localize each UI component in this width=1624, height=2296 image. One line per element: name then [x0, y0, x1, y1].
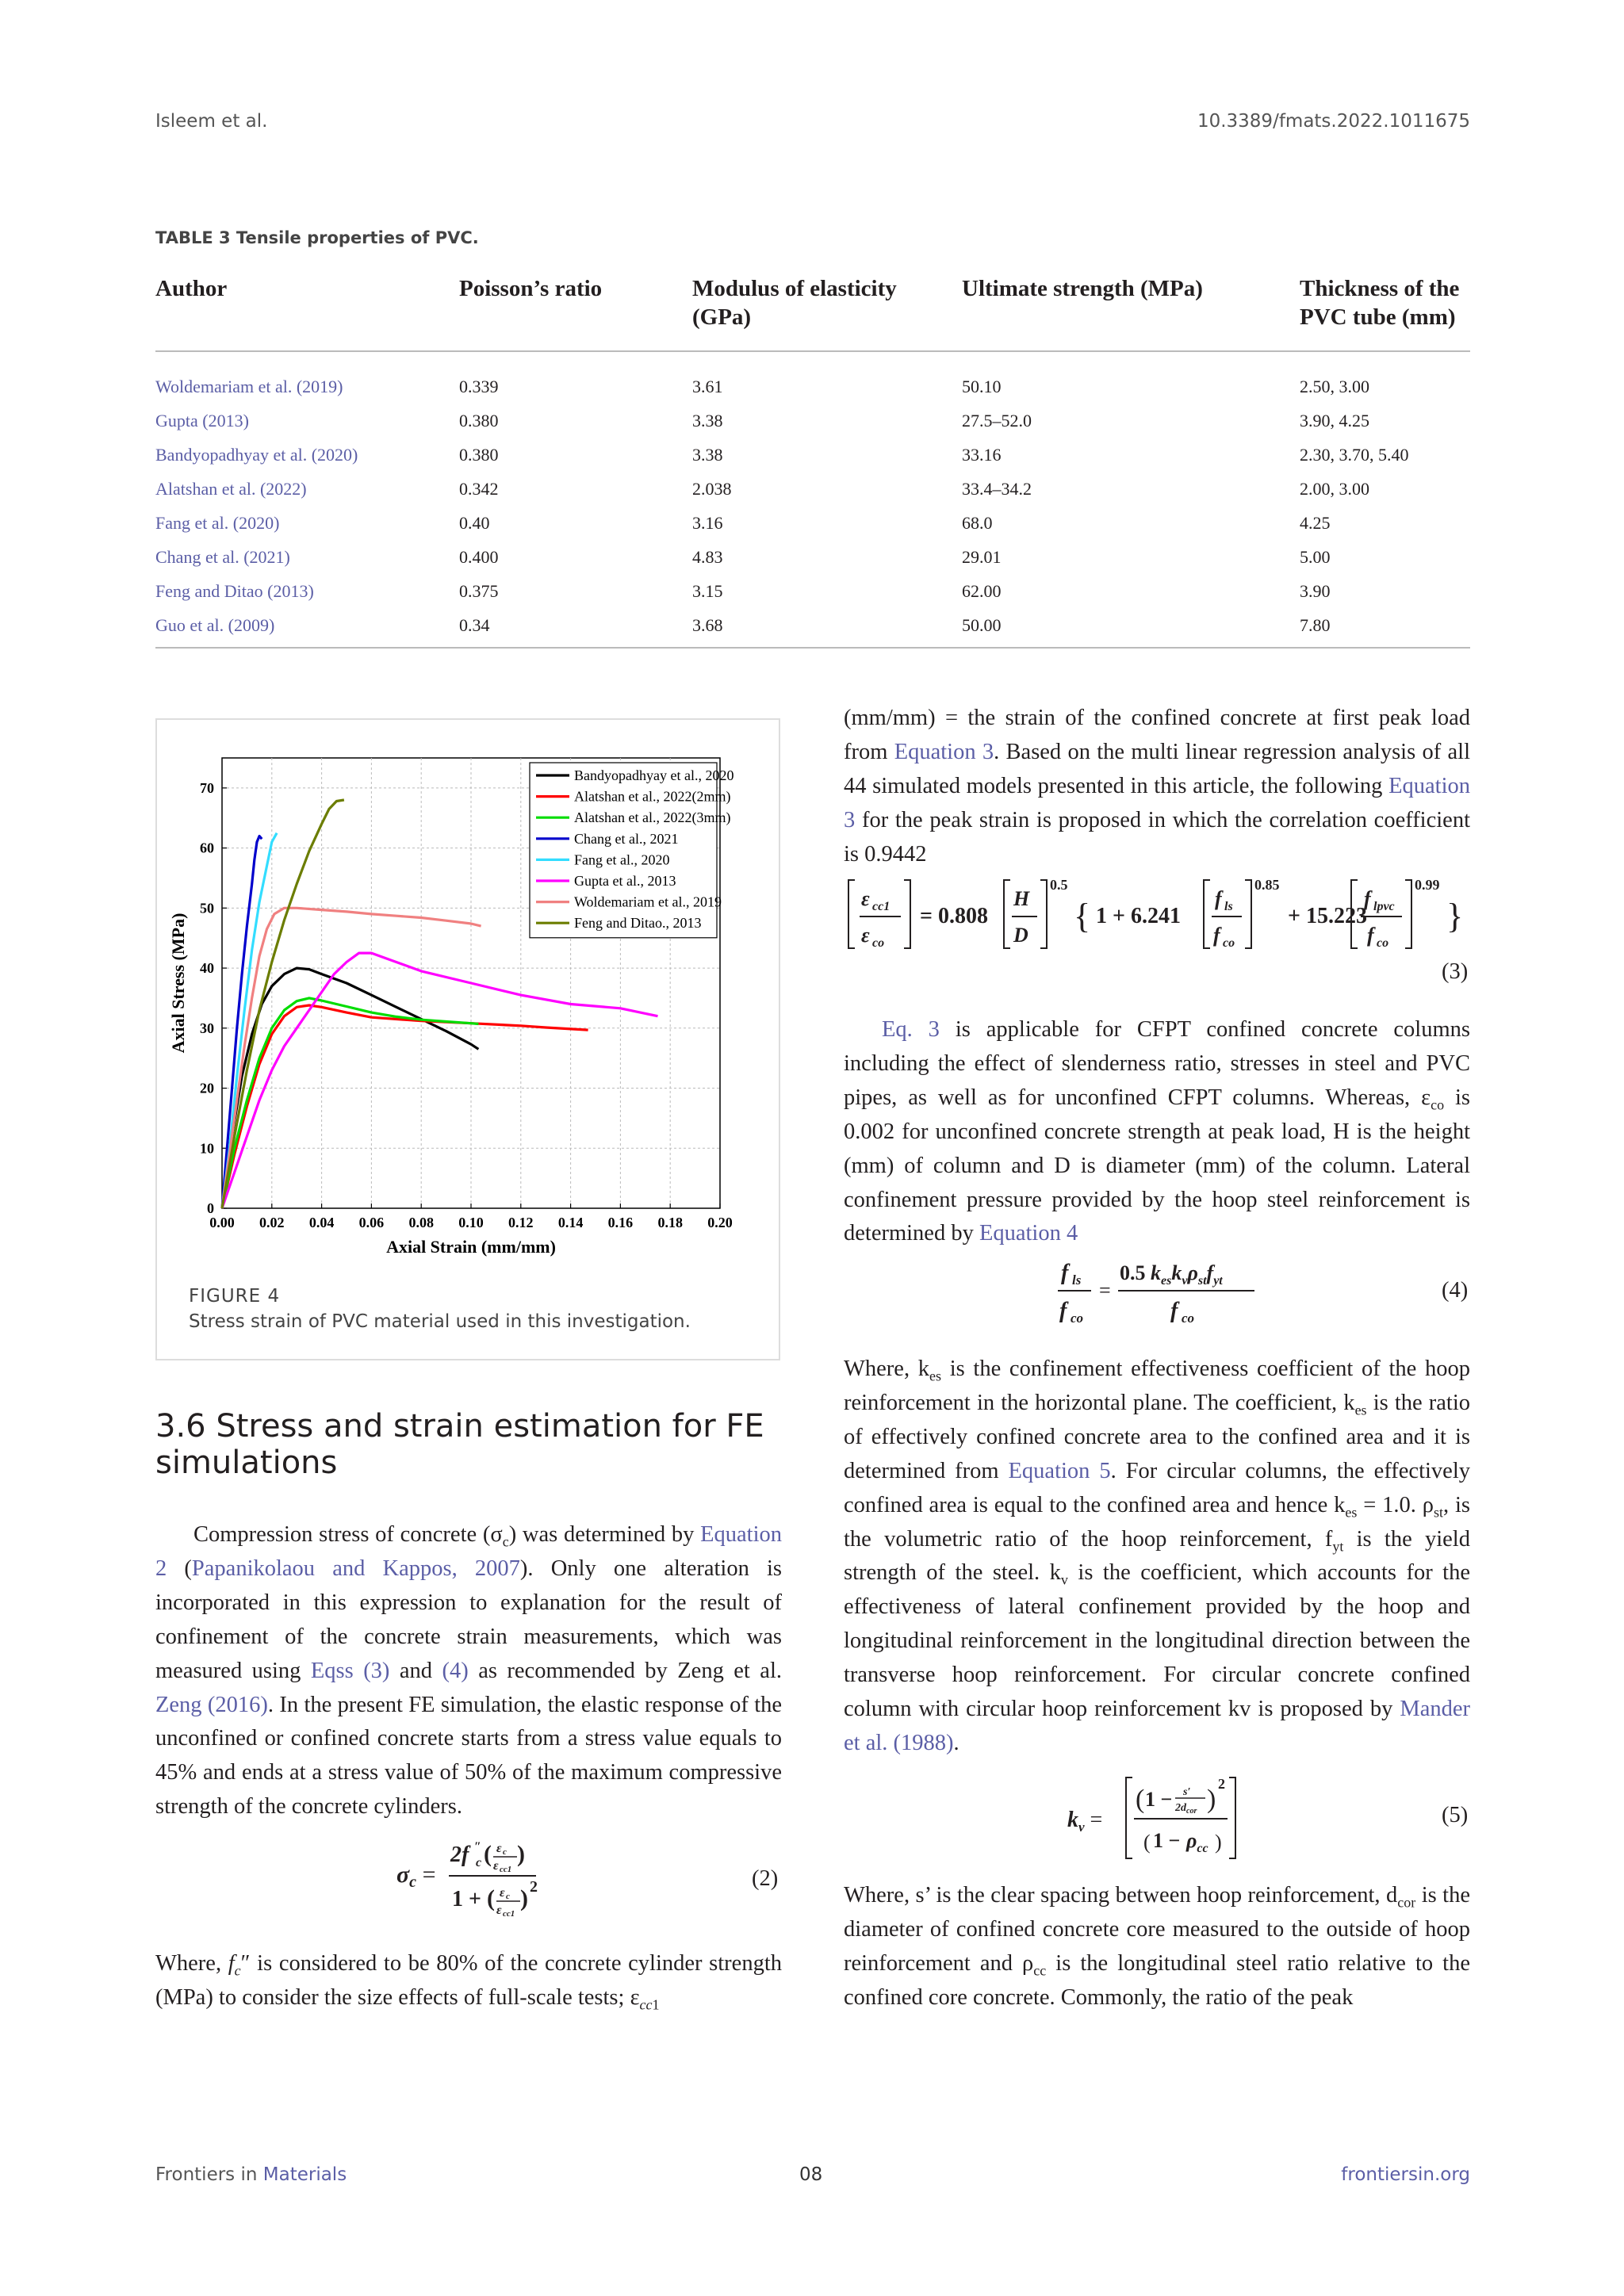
svg-text:1 −: 1 − [1153, 1829, 1181, 1852]
figure-caption: Stress strain of PVC material used in this investigation. [189, 1311, 691, 1332]
svg-text:co: co [1182, 1311, 1195, 1326]
svg-text:0.5 keskvρstfyt: 0.5 $k_{es}k_v\rho_{st}f_{yt}$ [1120, 1261, 1223, 1288]
svg-text:co: co [1071, 1311, 1084, 1326]
table-cell: 29.01 [962, 546, 1002, 567]
svg-text:1 +: 1 + [452, 1887, 481, 1911]
svg-text:s′: s′ [1183, 1786, 1191, 1798]
author-citation-link[interactable]: Woldemariam et al. (2019) [155, 376, 343, 396]
table-cell: 0.380 [459, 410, 499, 430]
x-tick-label: 0.18 [657, 1215, 683, 1230]
svg-text:f: f [1059, 1299, 1067, 1323]
svg-text:c: c [476, 1856, 482, 1869]
svg-text:ls: ls [1072, 1272, 1082, 1288]
svg-text:0.99: 0.99 [1415, 877, 1440, 893]
x-tick-label: 0.08 [408, 1215, 434, 1230]
col-header-poisson: Poisson’s ratio [459, 276, 603, 301]
author-citation-link[interactable]: Bandyopadhyay et al. (2020) [155, 444, 358, 465]
col-header-modulus: Modulus of elasticity (GPa) [692, 276, 897, 330]
table-cell: 33.16 [962, 444, 1002, 465]
equation-2-number: (2) [752, 1866, 779, 1891]
table-row [155, 540, 1470, 574]
author-citation-link[interactable]: Guo et al. (2009) [155, 614, 275, 635]
table-cell: 3.90 [1300, 580, 1331, 601]
paragraph-applicability: Eq. 3 is applicable for CFPT confined concrete columns including the effect of slenderness ratio, stresses in steel and PVC pipes, as well as for unconfined CFPT columns. Whereas, $\varepsilon_{co}$ is 0.002 for unconfined concrete strength at peak load, H is the height (mm) of column and D is diameter (mm) of the column. Lateral confinement pressure provided by the hoop steel reinforcement is determined by Equation 4 [844, 1017, 1471, 1246]
legend-entry: Bandyopadhyay et al., 2020 [574, 767, 734, 783]
link-equation-5[interactable]: Equation 5 [1008, 1458, 1111, 1483]
table-cell: 3.38 [692, 444, 723, 465]
x-tick-label: 0.14 [557, 1215, 584, 1230]
table-cell: 62.00 [962, 580, 1002, 601]
svg-text:(: ( [487, 1885, 495, 1911]
x-tick-label: 0.12 [508, 1215, 534, 1230]
legend-entry: Fang et al., 2020 [574, 851, 670, 868]
svg-text:cc1: cc1 [872, 900, 891, 913]
svg-text:0.5: 0.5 [1050, 877, 1068, 893]
y-tick-label: 60 [200, 840, 214, 856]
svg-text:″: ″ [474, 1840, 481, 1854]
svg-text:): ) [520, 1885, 528, 1911]
table-cell: 3.68 [692, 614, 723, 635]
author-citation-link[interactable]: Alatshan et al. (2022) [155, 478, 307, 499]
equation-5 [1059, 1771, 1266, 1866]
svg-text:(: ( [1136, 1785, 1145, 1814]
svg-text:f: f [1213, 924, 1220, 947]
svg-text:1 + 6.241: 1 + 6.241 [1096, 904, 1181, 928]
svg-text:ε: ε [496, 1842, 502, 1855]
table-cell: 3.16 [692, 512, 723, 533]
table-cell: 5.00 [1300, 546, 1331, 567]
link-eqs-4[interactable]: (4) [442, 1658, 469, 1683]
svg-text:1 −: 1 − [1145, 1788, 1173, 1811]
svg-text:ρcc: $\rho_{cc}$ [1186, 1829, 1208, 1855]
link-eq-3[interactable]: Eq. 3 [882, 1017, 940, 1042]
page-number: 08 [799, 2164, 823, 2185]
x-tick-label: 0.04 [308, 1215, 335, 1230]
svg-text:co: co [872, 936, 885, 950]
table-cell: 2.30, 3.70, 5.40 [1300, 444, 1409, 465]
running-header-doi[interactable]: 10.3389/fmats.2022.1011675 [1197, 111, 1470, 132]
svg-text:ε: ε [496, 1904, 502, 1917]
table-cell: 50.10 [962, 376, 1002, 396]
table-cell: 3.90, 4.25 [1300, 410, 1369, 430]
author-citation-link[interactable]: Fang et al. (2020) [155, 512, 280, 533]
svg-text:c: c [503, 1847, 507, 1857]
stress-strain-chart [165, 721, 772, 1261]
y-tick-label: 0 [207, 1200, 214, 1216]
link-equation-4[interactable]: Equation 4 [979, 1221, 1078, 1246]
svg-text:c: c [506, 1892, 510, 1901]
table-cell: 3.15 [692, 580, 723, 601]
table-cell: 33.4–34.2 [962, 478, 1032, 499]
svg-text:D: D [1013, 924, 1028, 947]
svg-text:2dcor: $2d_{cor}$ [1175, 1802, 1197, 1816]
svg-text:= 0.808: = 0.808 [920, 904, 988, 928]
svg-text:): ) [517, 1841, 525, 1867]
svg-text:ε: ε [493, 1859, 499, 1873]
table-cell: 50.00 [962, 614, 1002, 635]
svg-text:0.85: 0.85 [1254, 877, 1280, 893]
y-tick-label: 50 [200, 900, 214, 916]
legend-entry: Gupta et al., 2013 [574, 873, 676, 889]
table-cell: 0.40 [459, 512, 490, 533]
svg-text:2: 2 [1218, 1776, 1225, 1792]
table-cell: 7.80 [1300, 614, 1331, 635]
svg-text:{: { [1074, 897, 1091, 936]
section-title: 3.6 Stress and strain estimation for FE simulations [155, 1408, 764, 1481]
table-row [155, 608, 1470, 652]
equation-3 [844, 872, 1478, 959]
tensile-properties-table [155, 266, 1470, 652]
link-equation-3-b[interactable]: Equation 3 [844, 773, 1470, 832]
svg-text:f: f [1367, 924, 1374, 947]
table-cell: 0.342 [459, 478, 499, 499]
legend-entry: Alatshan et al., 2022(3mm) [574, 809, 731, 826]
paragraph-confinement-coefficients: Where, $k_{es}$ is the confinement effectiveness coefficient of the hoop reinforcement in the horizontal plane. The coefficient, $k_{es}$ is the ratio of effectively confined concrete area to the confined area and it is determined from Equation 5. For circular columns, the effectively confined area is equal to the confined area and hence $k_{es} = 1.0$. $\rho_{st}$, is the volumetric ratio of the hoop reinforcement, $f_{yt}$ is the yield strength of the steel. $k_v$ is the coefficient, which accounts for the effectiveness of lateral confinement provided by the hoop and longitudinal reinforcement in the longitudinal direction between the transverse hoop reinforcement. For circular concrete confined column with circular hoop reinforcement kv is proposed by Mander et al. (1988). [844, 1357, 1471, 1755]
col-header-ultimate-strength: Ultimate strength (MPa) [962, 276, 1203, 301]
x-tick-label: 0.10 [458, 1215, 484, 1230]
x-axis-label: Axial Strain (mm/mm) [386, 1237, 556, 1257]
table-cell: 0.339 [459, 376, 499, 396]
svg-text:ε: ε [861, 887, 870, 910]
svg-text:cc1: cc1 [500, 1865, 512, 1874]
x-tick-label: 0.00 [209, 1215, 235, 1230]
table-cell: 0.34 [459, 614, 490, 635]
footer-site-link[interactable]: frontiersin.org [1341, 2164, 1470, 2185]
table-bottom-rule [155, 647, 1470, 649]
table-row [155, 472, 1470, 506]
table-row [155, 404, 1470, 438]
svg-text:(: ( [1143, 1831, 1151, 1854]
table-cell: 0.375 [459, 580, 499, 601]
svg-text:f: f [1364, 887, 1371, 910]
svg-text:H: H [1013, 887, 1030, 910]
table-caption: TABLE 3 Tensile properties of PVC. [155, 228, 479, 247]
figure-label: FIGURE 4 [189, 1286, 281, 1307]
author-citation-link[interactable]: Chang et al. (2021) [155, 546, 290, 567]
author-citation-link[interactable]: Gupta (2013) [155, 410, 249, 430]
col-header-thickness: Thickness of the PVC tube (mm) [1300, 276, 1460, 330]
x-tick-label: 0.16 [607, 1215, 634, 1230]
link-mander-1988[interactable]: Mander et al. (1988) [844, 1697, 1470, 1755]
svg-text:cc1: cc1 [503, 1909, 515, 1919]
equation-2 [381, 1823, 555, 1927]
link-equation-2[interactable]: Equation 2 [155, 1522, 782, 1581]
equation-4 [1047, 1249, 1269, 1329]
svg-text:co: co [1223, 936, 1235, 950]
svg-text:+ 15.223: + 15.223 [1288, 904, 1367, 928]
svg-text:f: f [1061, 1261, 1069, 1285]
svg-text:2: 2 [530, 1878, 538, 1896]
svg-text:2f: 2f [450, 1843, 469, 1867]
paragraph-spacing-definition: Where, s’ is the clear spacing between hoop reinforcement, $d_{cor}$ is the diameter of confined concrete core measured to the outside of hoop reinforcement and $\rho_{cc}$ is the longitudinal steel ratio relative to the confined core concrete. Commonly, the ratio of the peak [844, 1883, 1471, 2010]
paragraph-fc-definition: Where, $f_c''$ is considered to be 80% of the concrete cylinder strength (MPa) to consider the size effects of full-scale tests; $\varepsilon_{cc1}$ [155, 1951, 782, 2013]
y-tick-label: 70 [200, 779, 214, 796]
legend-entry: Woldemariam et al., 2019 [574, 894, 722, 910]
table-row [155, 351, 1470, 404]
table-row [155, 574, 1470, 608]
table-cell: 0.380 [459, 444, 499, 465]
table-cell: 4.83 [692, 546, 723, 567]
figure-4 [155, 718, 780, 1360]
table-cell: 2.00, 3.00 [1300, 478, 1369, 499]
x-tick-label: 0.20 [707, 1215, 733, 1230]
svg-text:f: f [1170, 1299, 1178, 1323]
paragraph-peak-strain: (mm/mm) = the strain of the confined concrete at first peak load from Equation 3. Based on the multi linear regression analysis of all 44 simulated models presented in this article, the following Equation 3 for the peak strain is proposed in which the correlation coefficient is 0.9442 [844, 706, 1470, 867]
table-cell: 3.61 [692, 376, 723, 396]
link-zeng-2016[interactable]: Zeng (2016) [155, 1692, 268, 1717]
author-citation-link[interactable]: Feng and Ditao (2013) [155, 580, 314, 601]
footer-journal-name[interactable]: Materials [262, 2164, 347, 2185]
running-header-authors: Isleem et al. [155, 111, 268, 132]
equation-4-number: (4) [1442, 1278, 1469, 1303]
link-eqs-3[interactable]: Eqss (3) [310, 1658, 390, 1683]
svg-text:ε: ε [861, 924, 870, 947]
table-cell: 0.400 [459, 546, 499, 567]
svg-text:): ) [1215, 1831, 1222, 1854]
svg-text:}: } [1446, 897, 1464, 936]
y-tick-label: 40 [200, 960, 214, 977]
y-tick-label: 30 [200, 1020, 214, 1036]
table-row [155, 438, 1470, 472]
table-cell: 2.50, 3.00 [1300, 376, 1369, 396]
equation-5-number: (5) [1442, 1803, 1469, 1827]
svg-text:): ) [1207, 1785, 1216, 1814]
y-axis-label: Axial Stress (MPa) [168, 913, 188, 1054]
table-header-row [155, 266, 1470, 351]
svg-text:=: = [1099, 1279, 1111, 1302]
link-papanikolaou[interactable]: Papanikolaou and Kappos, 2007 [191, 1556, 520, 1581]
legend-entry: Alatshan et al., 2022(2mm) [574, 788, 731, 805]
paragraph-compression-stress: Compression stress of concrete $(\sigma_c)$ was determined by Equation 2 (Papanikolaou and Kappos, 2007). Only one alteration is incorporated in this expression to explanation for the result of confinement of the concrete strain measurements, which was measured using Eqss (3) and (4) as recommended by Zeng et al. Zeng (2016). In the present FE simulation, the elastic response of the unconfined or confined concrete starts from a stress value equals to 45% and ends at a stress value of 50% of the maximum compressive strength of the concrete cylinders. [155, 1522, 783, 1820]
svg-text:co: co [1377, 936, 1389, 950]
svg-text:σc =: $\sigma_c$ = [396, 1862, 436, 1891]
table-cell: 4.25 [1300, 512, 1331, 533]
svg-text:f: f [1215, 887, 1222, 910]
footer-journal: Frontiers in Materials [155, 2164, 347, 2185]
svg-text:ls: ls [1224, 900, 1233, 913]
table-cell: 2.038 [692, 478, 732, 499]
x-tick-label: 0.06 [358, 1215, 385, 1230]
legend-entry: Chang et al., 2021 [574, 830, 679, 847]
x-tick-label: 0.02 [259, 1215, 285, 1230]
table-cell: 68.0 [962, 512, 993, 533]
svg-text:(: ( [484, 1841, 492, 1867]
svg-text:kv =: $k_v$ = [1067, 1808, 1103, 1835]
svg-text:lpvc: lpvc [1373, 900, 1395, 913]
table-cell: 3.38 [692, 410, 723, 430]
y-tick-label: 20 [200, 1080, 214, 1096]
link-equation-3[interactable]: Equation 3 [894, 739, 994, 764]
legend-entry: Feng and Ditao., 2013 [574, 915, 702, 932]
svg-text:ε: ε [500, 1886, 505, 1900]
y-tick-label: 10 [200, 1140, 214, 1157]
equation-3-number: (3) [1442, 959, 1469, 984]
col-header-author: Author [155, 276, 228, 301]
table-cell: 27.5–52.0 [962, 410, 1032, 430]
table-row [155, 506, 1470, 540]
